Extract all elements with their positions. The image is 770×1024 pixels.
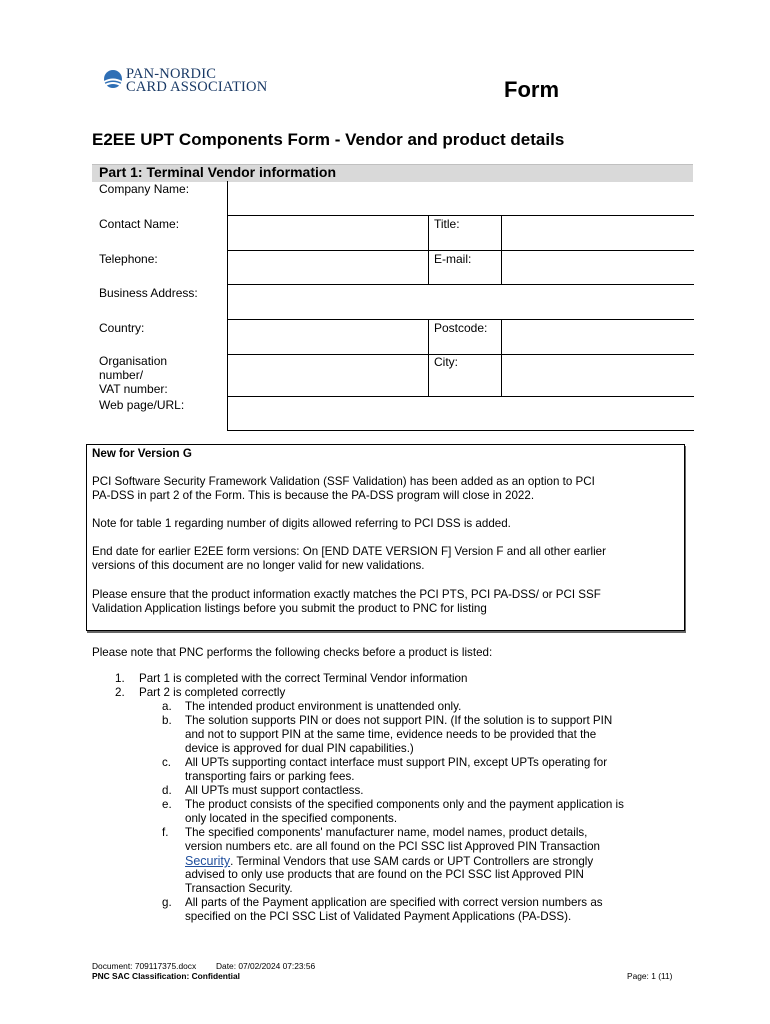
- telephone-field[interactable]: [230, 252, 425, 283]
- notice-p2: Note for table 1 regarding number of digits allowed referring to PCI DSS is added.: [92, 517, 511, 530]
- sub-item-f-line5: Transaction Security.: [185, 882, 293, 895]
- email-label: E-mail:: [434, 252, 472, 266]
- sub-item-letter: e.: [162, 798, 172, 811]
- sub-item-c-line2: transporting fairs or parking fees.: [185, 770, 355, 783]
- checks-intro: Please note that PNC performs the following checks before a product is listed:: [92, 646, 493, 659]
- sub-item-g-line1: All parts of the Payment application are specified with correct version numbers as: [185, 896, 603, 909]
- web-url-field[interactable]: [230, 398, 690, 428]
- sub-item-b-line1: The solution supports PIN or does not support PIN. (If the solution is to support PIN: [185, 714, 613, 727]
- sub-item-letter: f.: [162, 826, 169, 839]
- sub-item-f-line4: advised to only use products that are found on the PCI SSC list Approved PIN: [185, 868, 584, 881]
- notice-p3-line2: versions of this document are no longer valid for new validations.: [92, 559, 425, 572]
- title-label: Title:: [434, 217, 460, 231]
- country-label: Country:: [99, 321, 145, 335]
- sub-item-f-line3: [185, 854, 665, 869]
- sub-item-g-line2: specified on the PCI SSC List of Validated Payment Applications (PA-DSS).: [185, 910, 572, 923]
- title-field[interactable]: [504, 217, 692, 248]
- org-number-label-line1: Organisation: [99, 354, 168, 368]
- postcode-field[interactable]: [504, 321, 692, 352]
- notice-p1-line1: PCI Software Security Framework Validation (SSF Validation) has been added as an option to PCI: [92, 475, 595, 488]
- list-item: Part 2 is completed correctly: [139, 686, 286, 699]
- sub-item-f-line1: The specified components' manufacturer name, model names, product details,: [185, 826, 588, 839]
- logo-text-line2: CARD ASSOCIATION: [126, 79, 268, 95]
- org-number-label-line3: VAT number:: [99, 382, 168, 396]
- part1-heading: Part 1: Terminal Vendor information: [99, 164, 337, 180]
- contact-name-label: Contact Name:: [99, 217, 180, 231]
- sub-item-letter: c.: [162, 756, 172, 769]
- pci-ssc-security-link[interactable]: Security: [185, 854, 231, 868]
- list-item-number: 2.: [115, 686, 125, 699]
- notice-heading: New for Version G: [92, 447, 192, 460]
- postcode-label: Postcode:: [434, 321, 488, 335]
- sub-item-f-line2: version numbers etc. are all found on the PCI SSC list Approved PIN Transaction: [185, 840, 601, 853]
- city-field[interactable]: [504, 356, 692, 394]
- list-item: Part 1 is completed with the correct Terminal Vendor information: [139, 672, 468, 685]
- page-title: E2EE UPT Components Form - Vendor and product details: [92, 130, 565, 149]
- notice-p1-line2: PA-DSS in part 2 of the Form. This is because the PA-DSS program will close in 2022.: [92, 489, 535, 502]
- logo-text-line1: PAN-NORDIC: [126, 66, 217, 82]
- sub-item-f-line3-rest: . Terminal Vendors that use SAM cards or UPT Controllers are strongly: [230, 855, 594, 868]
- notice-p4-line2: Validation Application listings before you submit the product to PNC for listing: [92, 602, 487, 615]
- sub-item-d: All UPTs must support contactless.: [185, 784, 364, 797]
- pnc-logo-mark-icon: [102, 68, 124, 90]
- footer-classification: PNC SAC Classification: Confidential: [92, 971, 240, 981]
- country-field[interactable]: [230, 321, 425, 352]
- sub-item-letter: b.: [162, 714, 172, 727]
- org-number-label-line2: number/: [99, 368, 144, 382]
- business-address-label: Business Address:: [99, 286, 198, 300]
- web-url-label: Web page/URL:: [99, 398, 185, 412]
- notice-p4-line1: Please ensure that the product information exactly matches the PCI PTS, PCI PA-DSS/ or PCI SSF: [92, 588, 601, 601]
- sub-item-b-line2: and not to support PIN at the same time, evidence needs to be provided that the: [185, 728, 597, 741]
- footer-document: Document: 709117375.docx: [92, 961, 197, 971]
- footer-date: Date: 07/02/2024 07:23:56: [216, 961, 316, 971]
- form-label: Form: [504, 77, 559, 102]
- notice-p3-line1: End date for earlier E2EE form versions: On [END DATE VERSION F] Version F and all other earlier: [92, 545, 606, 558]
- company-name-label: Company Name:: [99, 182, 190, 196]
- footer-page-number: Page: 1 (11): [627, 971, 673, 981]
- city-label: City:: [434, 355, 458, 369]
- company-name-field[interactable]: [230, 183, 690, 213]
- list-item-number: 1.: [115, 672, 125, 685]
- sub-item-e-line1: The product consists of the specified components only and the payment application is: [185, 798, 624, 811]
- sub-item-b-line3: device is approved for dual PIN capabilities.): [185, 742, 414, 755]
- sub-item-c-line1: All UPTs supporting contact interface must support PIN, except UPTs operating for: [185, 756, 608, 769]
- sub-item-letter: d.: [162, 784, 172, 797]
- sub-item-e-line2: only located in the specified components.: [185, 812, 398, 825]
- org-number-field[interactable]: [230, 356, 425, 394]
- telephone-label: Telephone:: [99, 252, 158, 266]
- contact-name-field[interactable]: [230, 217, 425, 248]
- sub-item-letter: g.: [162, 896, 172, 909]
- email-field[interactable]: [504, 252, 692, 283]
- sub-item-a: The intended product environment is unattended only.: [185, 700, 462, 713]
- business-address-field[interactable]: [230, 286, 690, 317]
- sub-item-letter: a.: [162, 700, 172, 713]
